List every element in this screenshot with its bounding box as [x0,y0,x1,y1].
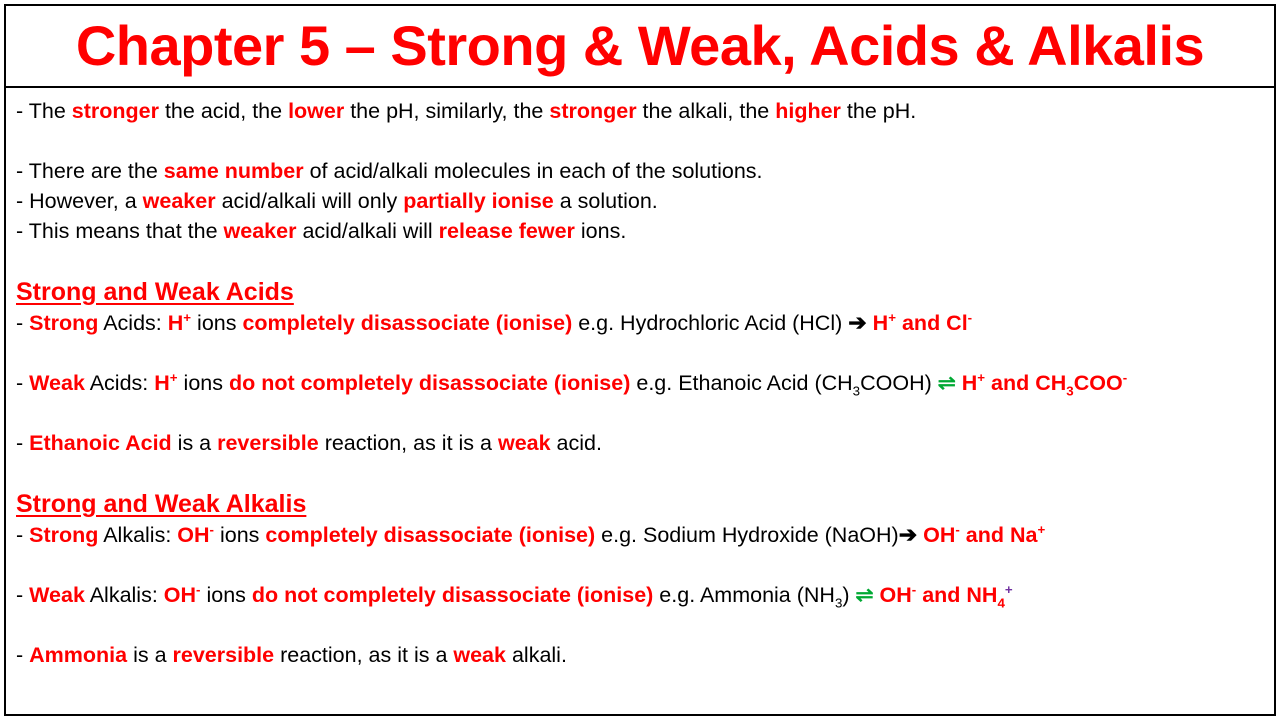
intro-1-text-g: the alkali, the [636,99,776,123]
alkalis-note-line [16,640,1264,670]
acids-weak-example-a: e.g. Ethanoic Acid (CH [630,371,853,395]
acids-strong-disassociate: completely disassociate (ionise) [242,311,573,335]
acids-strong-product-h-charge: + [888,309,896,325]
alkalis-strong-product-oh-charge: - [955,521,960,537]
spacer-6 [16,550,1264,580]
alkalis-note-weak: weak [453,643,506,667]
acids-note-text-g: acid. [550,431,602,455]
acids-weak-example [630,371,938,399]
acids-note-reversible: reversible [217,431,319,455]
acids-weak-line [16,368,1264,398]
intro-line-1 [16,96,1264,126]
intro-1-text-e: the pH, similarly, the [344,99,550,123]
spacer-7 [16,610,1264,640]
acids-weak-ion-charge: + [169,369,178,385]
acids-strong-text-e: ions [191,311,243,335]
acids-strong-products [867,311,972,335]
acids-strong-product-cl: and Cl [896,311,968,335]
acids-note-line [16,428,1264,458]
alkalis-note-text-e: reaction, as it is a [274,643,454,667]
alkalis-strong-dash: - [16,523,30,547]
intro-1-higher: higher [775,99,841,123]
alkalis-weak-product-oh: OH [873,583,912,607]
acids-weak-product-coo: COO [1073,371,1123,395]
alkalis-weak-label: Weak [29,583,85,607]
acids-note-ethanoic: Ethanoic Acid [29,431,172,455]
acids-note-dash: - [16,431,30,455]
spacer-2 [16,246,1264,276]
alkalis-weak-product-oh-charge: - [911,581,917,597]
alkalis-strong-text-e: ions [214,523,266,547]
acids-strong-example: e.g. Hydrochloric Acid (HCl) [572,311,849,335]
alkalis-strong-ion-charge: - [209,521,214,537]
intro-3-partially-ionise: partially ionise [403,189,554,213]
spacer-5 [16,458,1264,488]
intro-line-4 [16,216,1264,246]
alkalis-strong-product-oh: OH [917,523,956,547]
alkalis-strong-label: Strong [29,523,99,547]
body-box [4,88,1276,716]
intro-1-text-i: the pH. [840,99,917,123]
alkalis-strong-product-na-charge: + [1037,521,1046,537]
acids-weak-example-b: COOH) [860,371,938,395]
alkalis-weak-example-b: ) [842,583,856,607]
alkalis-strong-example: e.g. Sodium Hydroxide (NaOH) [595,523,899,547]
alkalis-weak-products [873,581,1013,611]
acids-weak-example-sub: 3 [852,383,861,399]
alkalis-note-dash: - [16,643,30,667]
intro-4-text-e: ions. [574,219,627,243]
alkalis-weak-text-e: ions [200,583,252,607]
intro-2-text-c: of acid/alkali molecules in each of the solutions. [303,159,763,183]
alkalis-weak-example-a: e.g. Ammonia (NH [653,583,835,607]
acids-weak-dash: - [16,371,30,395]
spacer-4 [16,398,1264,428]
alkalis-note-text-c: is a [127,643,173,667]
intro-line-2 [16,156,1264,186]
alkalis-weak-example [653,583,856,611]
spacer-1 [16,126,1264,156]
alkalis-weak-equilibrium-icon: ⇌ [855,583,874,607]
acids-strong-ion-charge: + [183,309,192,325]
intro-3-weaker: weaker [142,189,216,213]
title-box [4,4,1276,88]
alkalis-weak-ion-charge: - [196,581,201,597]
acids-strong-product-cl-charge: - [967,309,973,325]
page-title: Chapter 5 – Strong & Weak, Acids & Alkalis [75,14,1205,77]
acids-weak-product-ch: and CH [985,371,1067,395]
intro-2-same-number: same number [163,159,304,183]
alkalis-strong-line [16,520,1264,550]
intro-3-text-c: acid/alkali will only [215,189,404,213]
acids-weak-product-h-charge: + [977,369,986,385]
acids-strong-label: Strong [29,311,99,335]
alkalis-note-reversible: reversible [172,643,275,667]
acids-strong-ion-symbol: H [167,311,184,335]
intro-4-weaker: weaker [223,219,297,243]
acids-note-text-e: reaction, as it is a [318,431,498,455]
alkalis-weak-ion-symbol: OH [163,583,197,607]
acids-strong-dash: - [16,311,30,335]
alkalis-strong-arrow-icon: ➔ [898,522,918,547]
alkalis-strong-ion-symbol: OH [177,523,210,547]
intro-1-text-a: - The [16,99,72,123]
acids-note-text-c: is a [171,431,218,455]
acids-weak-ion-symbol: H [154,371,170,395]
acids-weak-product-ch-sub: 3 [1066,383,1074,399]
heading-strong-weak-alkalis: Strong and Weak Alkalis [16,490,307,518]
acids-note-weak: weak [497,431,551,455]
alkalis-note-ammonia: Ammonia [29,643,128,667]
alkalis-strong-disassociate: completely disassociate (ionise) [265,523,596,547]
intro-1-text-c: the acid, the [158,99,289,123]
alkalis-weak-disassociate: do not completely disassociate (ionise) [251,583,654,607]
alkalis-strong-product-na: and Na [959,523,1038,547]
intro-2-text-a: - There are the [16,159,164,183]
acids-strong-product-h: H [872,311,889,335]
acids-weak-disassociate: do not completely disassociate (ionise) [228,371,631,395]
acids-weak-label: Weak [29,371,85,395]
alkalis-note-text-g: alkali. [505,643,567,667]
acids-weak-product-coo-charge: - [1122,369,1128,385]
alkalis-strong-products [917,523,1045,547]
heading-strong-weak-acids: Strong and Weak Acids [16,278,294,306]
intro-line-3 [16,186,1264,216]
alkalis-weak-line [16,580,1264,610]
acids-strong-arrow-icon: ➔ [848,310,867,335]
intro-1-stronger: stronger [71,99,159,123]
alkalis-weak-ion [164,583,201,607]
intro-1-lower: lower [288,99,345,123]
acids-weak-ion [154,371,177,395]
acids-weak-product-h: H [955,371,978,395]
acids-weak-products [955,369,1128,399]
acids-weak-text-c: Acids: [84,371,155,395]
intro-3-text-a: - However, a [16,189,143,213]
alkalis-strong-ion [177,523,214,547]
alkalis-strong-text-c: Alkalis: [98,523,178,547]
alkalis-weak-example-sub: 3 [834,595,843,611]
spacer-3 [16,338,1264,368]
acids-strong-text-c: Acids: [98,311,168,335]
alkalis-weak-product-nh-charge: + [1004,581,1013,597]
alkalis-weak-product-nh-sub: 4 [997,595,1005,611]
alkalis-weak-dash: - [16,583,30,607]
acids-strong-line [16,308,1264,338]
alkalis-weak-text-c: Alkalis: [84,583,164,607]
intro-1-stronger-2: stronger [549,99,637,123]
acids-weak-text-e: ions [177,371,229,395]
alkalis-weak-product-nh: and NH [916,583,998,607]
intro-3-text-e: a solution. [553,189,658,213]
acids-weak-equilibrium-icon: ⇌ [937,371,956,395]
acids-strong-ion [168,311,191,335]
intro-4-text-c: acid/alkali will [296,219,439,243]
intro-4-release-fewer: release fewer [438,219,575,243]
intro-4-text-a: - This means that the [16,219,224,243]
